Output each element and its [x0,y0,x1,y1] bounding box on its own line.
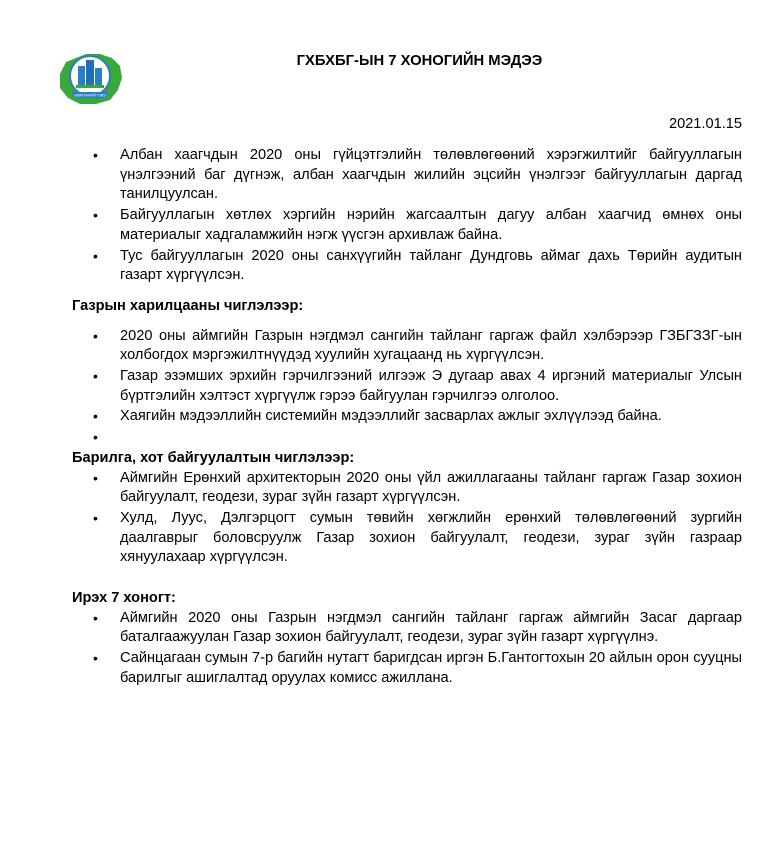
list-item: • Аймгийн Ерөнхий архитекторын 2020 оны үйл ажиллагааны тайланг гаргаж Газар зохион байгуулалт, геодези, зураг зүйн газарт хүргүүлсэн. [72,469,742,508]
section-heading-construction: Барилга, хот байгуулалтын чиглэлээр: [72,449,355,466]
land-list [72,327,742,448]
construction-list [72,469,742,569]
page-title: ГХБХБГ-ЫН 7 ХОНОГИЙН МЭДЭЭ [296,53,543,69]
section-heading-land: Газрын харилцааны чиглэлээр: [72,297,304,314]
list-item: • Хулд, Луус, Дэлгэрцогт сумын төвийн хөгжлийн ерөнхий төлөвлөгөөний зургийн даалгаврыг боловсруулж Газар зохион байгуулалт, геодези, зураг зүйн газраар хянуулахаар хүргүүлсэн. [72,509,742,568]
list-item: • Тус байгууллагын 2020 оны санхүүгийн тайланг Дундговь аймаг дахь Төрийн аудитын газарт хүргүүлсэн. [72,247,742,286]
list-item [72,428,742,448]
list-item: • Аймгийн 2020 оны Газрын нэгдмэл сангийн тайланг гаргаж аймгийн Засаг даргаар баталгаажуулан Газар зохион байгуулалт, геодези, зураг зүйн газарт хүргүүлнэ. [72,609,742,648]
list-item: • Хаягийн мэдээллийн системийн мэдээллийг засварлах ажлыг эхлүүлээд байна. [72,407,742,427]
list-item: • Байгууллагын хөтлөх хэргийн нэрийн жагсаалтын дагуу албан хаагчид өмнөх оны материалыг хадгаламжийн нэгж үүсгэн архивлаж байна. [72,206,742,245]
list-item: • Сайнцагаан сумын 7-р багийн нутагт баригдсан иргэн Б.Гантогтохын 20 айлын орон сууцны барилгыг ашиглалтад оруулах комисс ажиллана. [72,649,742,688]
next-week-list [72,609,742,689]
logo-text: ӨВӨРХАНГАЙ ГЭМЭ [74,93,106,98]
section-heading-next-week: Ирэх 7 хоногт: [72,590,176,607]
list-item: • Газар эзэмших эрхийн гэрчилгээний илгээж Э дугаар авах 4 иргэний материалыг Улсын бүртгэлийн хэлтэст хүргүүлж гэрээ байгуулан гэрчилгээ олголоо. [72,367,742,406]
intro-list [72,146,742,286]
report-body [72,146,742,690]
report-date: 2021.01.15 [668,116,742,132]
list-item: • Албан хаагчдын 2020 оны гүйцэтгэлийн төлөвлөгөөний хэрэгжилтийг байгууллагын үнэлгээний баг дүгнэж, албан хаагчдын жилийн эцсийн үнэлгээг байгууллагын даргад танилцуулсан. [72,146,742,205]
list-item: • 2020 оны аймгийн Газрын нэгдмэл сангийн тайланг гаргаж файл хэлбэрээр ГЗБГЗЗГ-ын холбогдох мэргэжилтнүүдэд хуулийн хугацаанд нь хүргүүлсэн. [72,327,742,366]
